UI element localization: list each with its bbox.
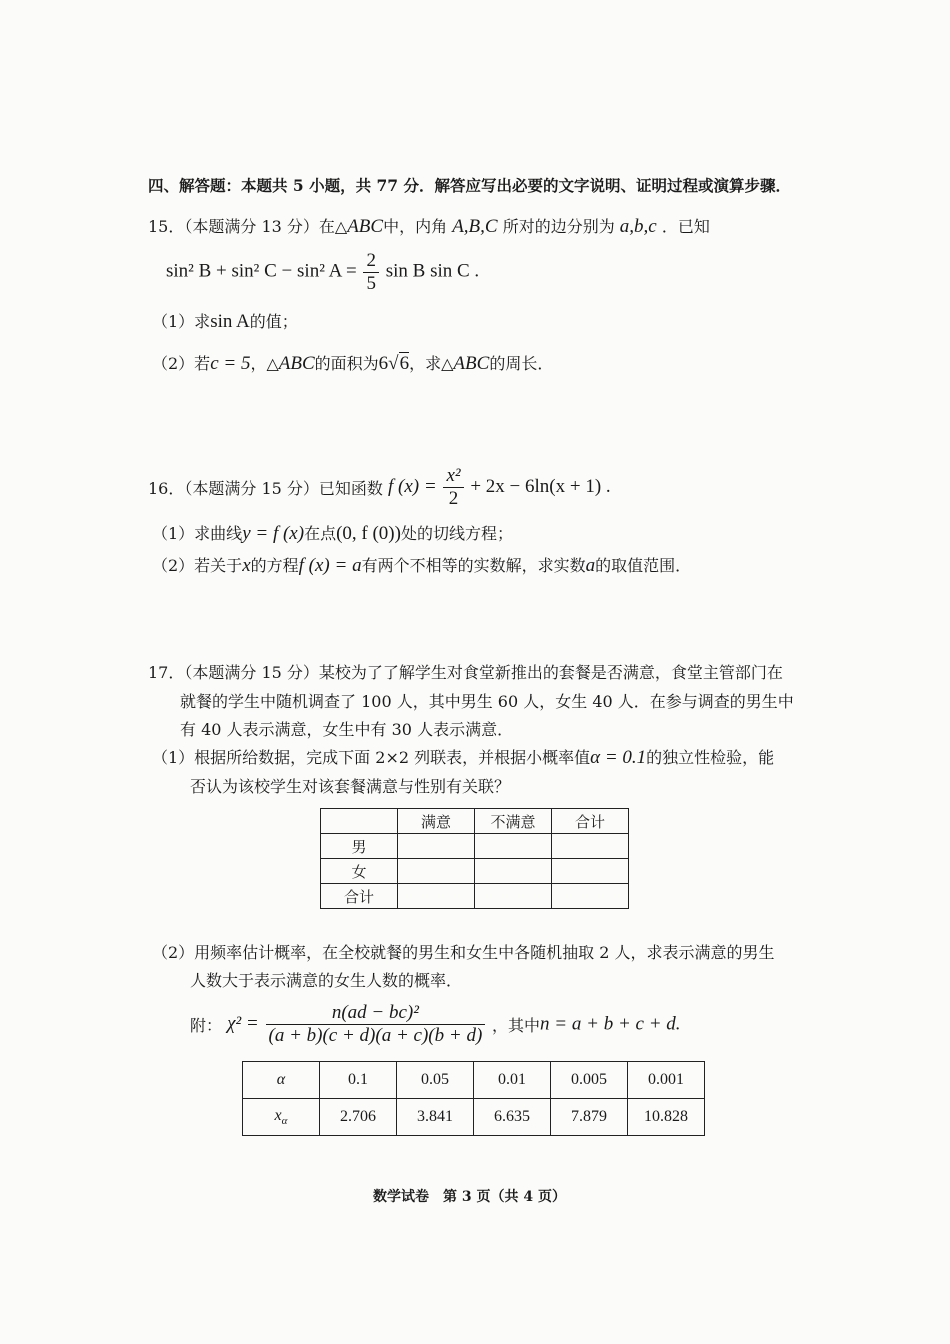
- table-cell: 0.001: [628, 1062, 705, 1099]
- q15-part2: （2）若c = 5，△ABC的面积为6√6，求△ABC的周长．: [152, 353, 554, 374]
- table-row: [321, 884, 629, 909]
- q15-part1: （1）求sin A的值；: [152, 311, 298, 332]
- chi-square-formula: 附： χ² = $\frac{\text{n(ad − bc)²}}{(a + b)(c + d)(a + c)(b + d)}$ ，其中n = a + b + c + d.: [190, 1002, 681, 1046]
- table-row: [243, 1099, 705, 1136]
- table-cell: 7.879: [551, 1099, 628, 1136]
- table-header-cell: 不满意: [475, 809, 552, 834]
- q16-part1: （1）求曲线y = f (x)在点(0, f (0))处的切线方程；: [152, 523, 513, 544]
- table-header-row: [321, 809, 629, 834]
- table-cell: [552, 884, 629, 909]
- table-cell: [552, 834, 629, 859]
- table-cell: 10.828: [628, 1099, 705, 1136]
- q17-line1: 17．（本题满分 15 分）某校为了了解学生对食堂新推出的套餐是否满意，食堂主管部门在: [148, 663, 783, 682]
- table-cell: 2.706: [320, 1099, 397, 1136]
- section-header: 四、解答题：本题共 5 小题，共 77 分．解答应写出必要的文字说明、证明过程或演算步骤．: [148, 176, 791, 195]
- area-value: 6√6: [378, 353, 410, 374]
- table-row-label: 女: [321, 859, 398, 884]
- table-row-label: 合计: [321, 884, 398, 909]
- table-row-label: 男: [321, 834, 398, 859]
- q16-function: f (x) = $\frac{\text{x²}}{2}$ + 2x − 6ln(x + 1) .: [388, 465, 611, 509]
- table-row: [321, 859, 629, 884]
- page-footer: 数学试卷 第 3 页（共 4 页）: [373, 1189, 566, 1205]
- table-cell: [475, 834, 552, 859]
- q15-stem: 15．（本题满分 13 分）在△ABC中，内角 A,B,C 所对的边分别为 a,b,c ．已知: [148, 216, 710, 237]
- q16-part2: （2）若关于x的方程f (x) = a有两个不相等的实数解，求实数a的取值范围．: [152, 555, 692, 576]
- table-cell: [398, 859, 475, 884]
- table-cell: 0.01: [474, 1062, 551, 1099]
- table-row: [243, 1062, 705, 1099]
- table-cell: [475, 859, 552, 884]
- table-cell: [398, 834, 475, 859]
- alpha-label: α: [243, 1062, 320, 1099]
- fraction: $\frac{\text{x²}}{2}$: [443, 465, 463, 510]
- table-cell: 3.841: [397, 1099, 474, 1136]
- contingency-table: [320, 808, 629, 909]
- x-alpha-label: $x_\alpha$: [243, 1099, 320, 1136]
- table-cell: 6.635: [474, 1099, 551, 1136]
- q17-part2-line1: （2）用频率估计概率，在全校就餐的男生和女生中各随机抽取 2 人，求表示满意的男生: [152, 943, 775, 962]
- table-header-cell: 满意: [398, 809, 475, 834]
- q15-equation: sin² B + sin² C − sin² A = $\frac{2}{5}$ sin B sin C .: [166, 250, 480, 294]
- table-cell: [398, 884, 475, 909]
- q17-line3: 有 40 人表示满意，女生中有 30 人表示满意．: [180, 720, 514, 739]
- q17-part2-line2: 人数大于表示满意的女生人数的概率．: [190, 971, 463, 990]
- q17-line2: 就餐的学生中随机调查了 100 人，其中男生 60 人，女生 40 人．在参与调查的男生中: [180, 692, 794, 711]
- table-cell: 0.005: [551, 1062, 628, 1099]
- q17-part1-line2: 否认为该校学生对该套餐满意与性别有关联？: [190, 777, 511, 796]
- table-cell: 0.1: [320, 1062, 397, 1099]
- table-cell: [475, 884, 552, 909]
- table-cell: [552, 859, 629, 884]
- fraction: $\frac{\text{n(ad − bc)²}}{(a + b)(c + d)(a + c)(b + d)}$: [266, 1002, 486, 1047]
- critical-value-table: [242, 1061, 705, 1136]
- table-header-cell: [321, 809, 398, 834]
- table-header-cell: 合计: [552, 809, 629, 834]
- table-cell: 0.05: [397, 1062, 474, 1099]
- chi-formula-body: χ² = $\frac{\text{n(ad − bc)²}}{(a + b)(c + d)(a + c)(b + d)}$: [227, 1013, 492, 1034]
- q17-part1-line1: （1）根据所给数据，完成下面 2×2 列联表，并根据小概率值α = 0.1的独立性检验，能: [152, 747, 775, 768]
- fraction: $\frac{2}{5}$: [363, 250, 379, 295]
- q16-stem: 16．（本题满分 15 分）已知函数 f (x) = $\frac{\text{x²}}{2}$ + 2x − 6ln(x + 1) .: [148, 465, 611, 509]
- table-row: [321, 834, 629, 859]
